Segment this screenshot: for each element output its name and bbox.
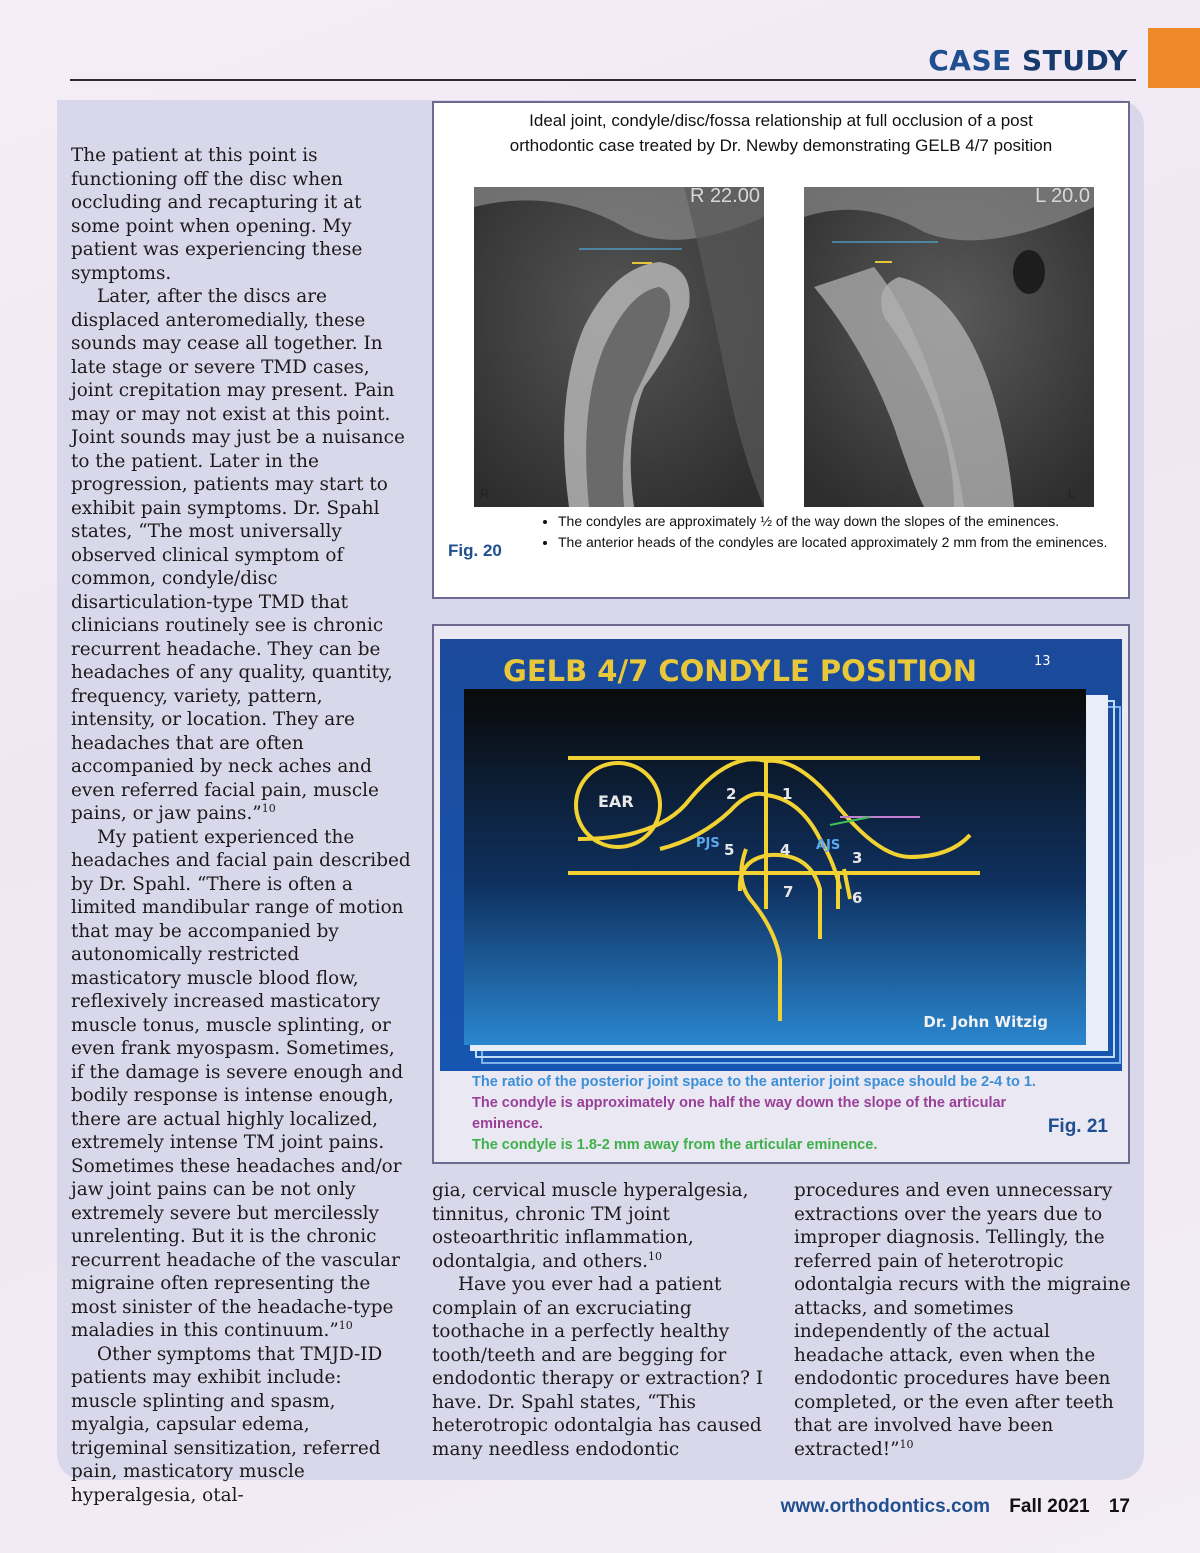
figure-20-title — [434, 108, 1128, 158]
reference-marker: 10 — [899, 1437, 914, 1451]
footer-issue: Fall 2021 — [1009, 1496, 1090, 1517]
left-scan-label: L 20.0 — [1035, 187, 1090, 207]
position-2: 2 — [726, 785, 737, 803]
page-number: 17 — [1108, 1496, 1130, 1517]
paragraph: Other symptoms that TMJD-ID patients may exhibit include: muscle splinting and spasm, myalgia, capsular edema, trigeminal sensitization, referred pain, masticatory muscle hyperalgesia, otal- — [71, 1343, 383, 1506]
gelb-diagram — [440, 639, 1122, 1071]
figure-21 — [432, 624, 1130, 1164]
left-tmj-scan — [804, 187, 1094, 507]
slide-title: GELB 4/7 CONDYLE POSITION — [503, 654, 977, 688]
ajs-label: AJS — [816, 838, 841, 853]
position-6: 6 — [852, 889, 863, 907]
position-5: 5 — [724, 841, 735, 859]
header-rule — [70, 79, 1136, 81]
pjs-label: PJS — [696, 836, 720, 851]
paragraph-text: Later, after the discs are displaced anteromedially, these sounds may cease all together. In late stage or severe TMD cases, joint crepitation may present. Pain may or may not exist at this point. Joint sounds may just be a nuisance to the patient. Later in the progression, patients may start to exhibit pain symptoms. Dr. Spahl states, “The most universally observed clinical symptom of common, condyle/disc disarticulation-type TMD that clinicians routinely see is chronic recurrent headache. They can be headaches of any quality, quantity, frequency, variety, pattern, intensity, or location. They are headaches that are often accompanied by neck aches and even referred facial pain, muscle pains, or jaw pains.” — [71, 286, 405, 824]
right-tmj-scan — [474, 187, 764, 507]
ear-label: EAR — [598, 792, 634, 811]
left-tmj-scan-image — [804, 187, 1094, 507]
figure-21-caption: Fig. 21 — [1047, 1116, 1108, 1137]
reference-marker: 10 — [338, 1318, 353, 1332]
position-3: 3 — [852, 849, 863, 867]
position-1: 1 — [782, 785, 793, 803]
article-column-1 — [71, 144, 411, 1507]
paragraph: The patient at this point is functioning off the disc when occluding and recapturing it at some point when opening. My patient was experiencing these symptoms. — [71, 145, 363, 284]
reference-marker: 10 — [648, 1249, 663, 1263]
figure-20-notes — [532, 511, 1118, 553]
slide-author: Dr. John Witzig — [923, 1013, 1048, 1031]
gelb-slide — [440, 639, 1122, 1071]
paragraph-text: gia, cervical muscle hyperalgesia, tinnitus, chronic TM joint osteoarthritic inflammation, odontalgia, and others. — [432, 1180, 749, 1272]
footer-url[interactable]: www.orthodontics.com — [780, 1496, 991, 1517]
right-tmj-scan-image — [474, 187, 764, 507]
figure-21-note: The ratio of the posterior joint space to the anterior joint space should be 2-4 to 1. — [472, 1074, 1036, 1090]
right-scan-label: R 22.00 — [689, 187, 760, 207]
position-4: 4 — [780, 841, 791, 859]
paragraph: Have you ever had a patient complain of an excruciating toothache in a perfectly healthy tooth/teeth and are begging for endodontic therapy or extraction? I have. Dr. Spahl states, “This heterotropic odontalgia has caused many needless endodontic — [432, 1274, 764, 1460]
section-title — [928, 44, 1128, 77]
figure-20-note: • The anterior heads of the condyles are located approximately 2 mm from the eminences. — [558, 532, 1118, 553]
left-side-marker: L — [1068, 486, 1076, 501]
figure-20-caption: Fig. 20 — [448, 541, 502, 560]
slide-screen — [464, 689, 1086, 1045]
reference-marker: 10 — [261, 801, 276, 815]
figure-20-title-line: orthodontic case treated by Dr. Newby demonstrating GELB 4/7 position — [509, 136, 1053, 155]
position-7: 7 — [783, 883, 794, 901]
article-column-3 — [794, 1179, 1134, 1461]
paragraph — [432, 1179, 772, 1273]
figure-20-note: • The condyles are approximately ½ of the way down the slopes of the eminences. — [558, 511, 1118, 532]
figure-21-notes — [472, 1072, 1112, 1156]
figure-20 — [432, 101, 1130, 599]
figure-20-title-line: Ideal joint, condyle/disc/fossa relationship at full occlusion of a post — [529, 111, 1033, 130]
paragraph — [71, 826, 411, 1343]
article-column-2 — [432, 1179, 772, 1461]
paragraph — [71, 285, 411, 826]
section-title-word2: STUDY — [1022, 44, 1128, 77]
paragraph — [794, 1179, 1134, 1461]
paragraph-text: My patient experienced the headaches and facial pain described by Dr. Spahl. “There is often a limited mandibular range of motion that may be accompanied by autonomically restricted masticatory muscle blood flow, reflexively increased masticatory muscle tonus, muscle splinting, or even frank myospasm. Sometimes, if the damage is severe enough and bodily response is intense enough, there are actual highly localized, extremely intense TM joint pains. Sometimes these headaches and/or jaw joint pains can be not only extremely severe but mercilessly unrelenting. But it is the chronic recurrent headache of the vascular migraine often representing the most sinister of the headache-type maladies in this continuum.” — [71, 826, 411, 1341]
right-side-marker: R — [480, 486, 490, 501]
figure-21-note: The condyle is approximately one half the way down the slope of the articular eminence. — [472, 1095, 1007, 1132]
page-footer — [781, 1496, 1130, 1518]
slide-number: 13 — [1034, 654, 1051, 669]
figure-21-note: The condyle is 1.8-2 mm away from the articular eminence. — [472, 1137, 878, 1153]
section-color-tab — [1148, 28, 1200, 88]
paragraph-text: procedures and even unnecessary extractions over the years due to improper diagnosis. Tellingly, the referred pain of heterotropic odontalgia recurs with the migraine attacks, and sometimes independently of the actual headache attack, even when the endodontic procedures have been completed, or the even after teeth that are involved have been extracted!” — [794, 1180, 1131, 1460]
section-title-word1: CASE — [928, 44, 1012, 77]
